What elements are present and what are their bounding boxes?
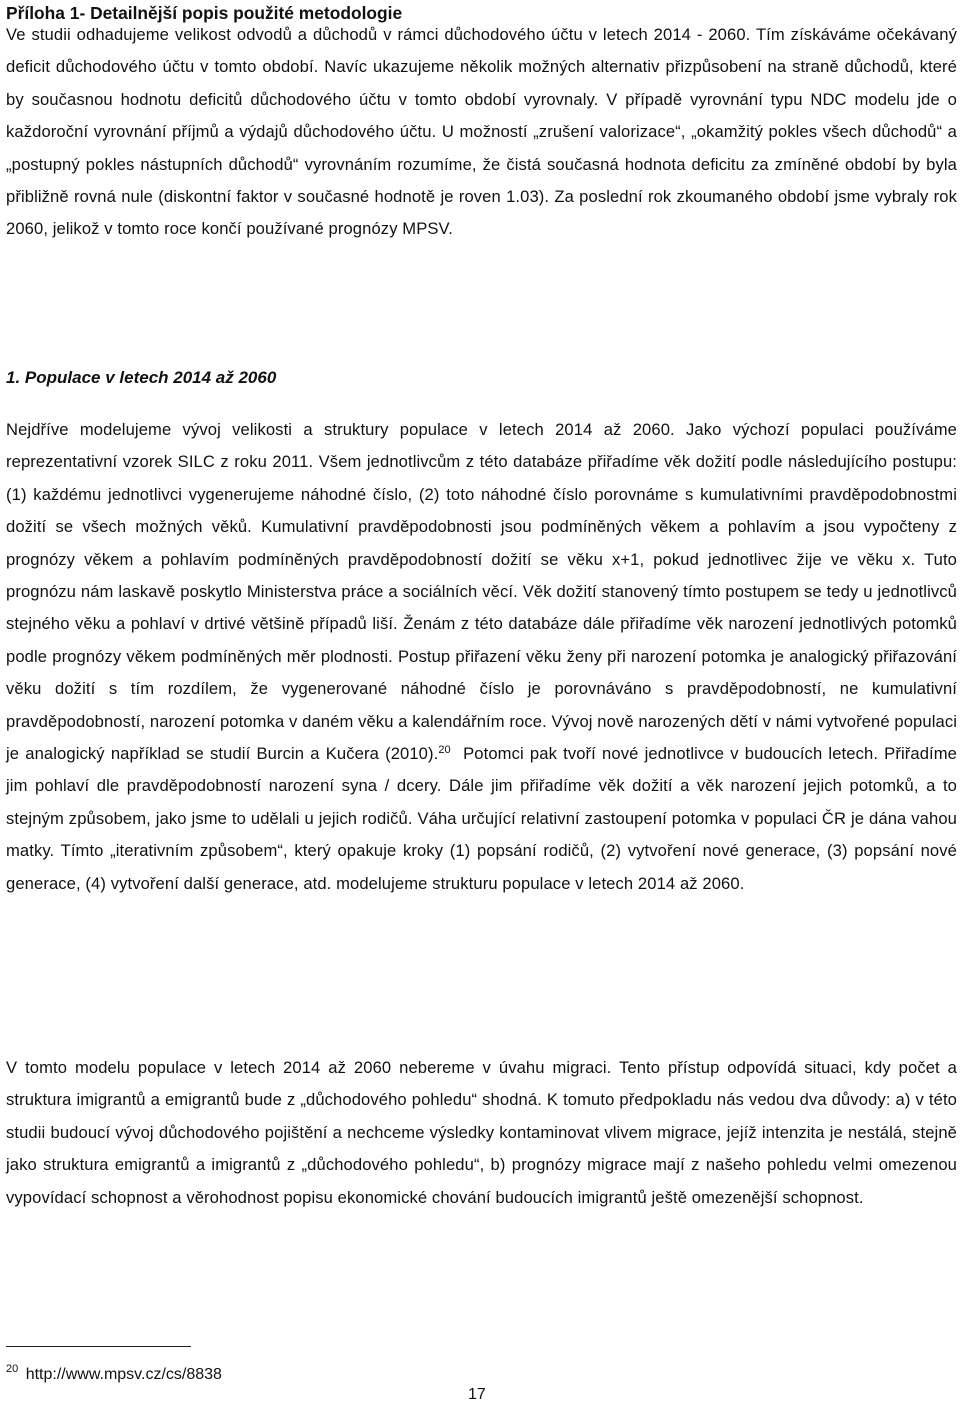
population-paragraph-part2: Potomci pak tvoří nové jednotlivce v budoucích letech. Přiřadíme jim pohlaví dle pravděpodobností narození syna / dcery. Dále jim přiřadíme věk dožití a věk narození jejich potomků, a to stejným způsobem, jako jsme to udělali u jejich rodičů. Váha určující relativní zastoupení potomka v populaci ČR je dána vahou matky. Tímto „iterativním způsobem“, který opakuje kroky (1) popsání rodičů, (2) vytvoření nové generace, (3) popsání nové generace, (4) vytvoření další generace, atd. modelujeme strukturu populace v letech 2014 až 2060.: [6, 744, 958, 893]
footnote-separator: [6, 1346, 191, 1347]
migration-paragraph: V tomto modelu populace v letech 2014 až 2060 nebereme v úvahu migraci. Tento přístup odpovídá situaci, kdy počet a struktura imigrantů a emigrantů bude z „důchodového pohledu“ shodná. K tomuto předpokladu nás vedou dva důvody: a) v této studii budoucí vývoj důchodového pojištění a nechceme výsledky kontaminovat vlivem migrace, jejíž intenzita je nestálá, stejně jako struktura emigrantů a imigrantů z „důchodového pohledu“, b) prognózy migrace mají z našeho pohledu velmi omezenou vypovídací schopnost a věrohodnost popisu ekonomické chování budoucích imigrantů ještě omezenější schopnost.: [6, 1058, 957, 1207]
appendix-heading: Příloha 1- Detailnější popis použité metodologie: [6, 3, 403, 23]
footnote-number: 20: [6, 1363, 19, 1375]
footnote-reference: 20: [438, 744, 451, 757]
section-title: [6, 365, 276, 391]
section-title-text: Populace v letech 2014 až 2060: [24, 368, 277, 387]
document-page: [6, 0, 957, 1408]
section-number: 1.: [6, 368, 21, 387]
page-number: 17: [468, 1386, 486, 1403]
intro-paragraph: Ve studii odhadujeme velikost odvodů a důchodů v rámci důchodového účtu v letech 2014 - 2060. Tím získáváme očekávaný deficit důchodového účtu v tomto období. Navíc ukazujeme několik možných alternativ přizpůsobení na straně důchodů, které by současnou hodnotu deficitů důchodového účtu v tomto období vyrovnaly. V případě vyrovnání typu NDC modelu jde o každoroční vyrovnání příjmů a výdajů důchodového účtu. U možností „zrušení valorizace“, „okamžitý pokles všech důchodů“ a „postupný pokles nástupních důchodů“ vyrovnáním rozumíme, že čistá současná hodnota deficitu za zmíněné období by byla přibližně rovná nule (diskontní faktor v současné hodnotě je roven 1.03). Za poslední rok zkoumaného období jsme vybraly rok 2060, jelikož v tomto roce končí používané prognózy MPSV.: [6, 25, 957, 239]
footnote-link[interactable]: http://www.mpsv.cz/cs/8838: [25, 1366, 222, 1383]
population-paragraph-part1: Nejdříve modelujeme vývoj velikosti a struktury populace v letech 2014 až 2060. Jako výchozí populaci používáme reprezentativní vzorek SILC z roku 2011. Všem jednotlivcům z této databáze přiřadíme věk dožití podle následujícího postupu: (1) každému jednotlivci vygenerujeme náhodné číslo, (2) toto náhodné číslo porovnáme s kumulativními pravděpodobnostmi dožití se všech možných věků. Kumulativní pravděpodobnosti jsou podmíněných věkem a pohlavím a jsou vypočteny z prognózy věkem a pohlavím podmíněných pravděpodobností dožití se věku x+1, pokud jednotlivec žije ve věku x. Tuto prognózu nám laskavě poskytlo Ministerstva práce a sociálních věcí. Věk dožití stanovený tímto postupem se tedy u jednotlivců stejného věku a pohlaví v drtivé většině případů liší. Ženám z této databáze dále přiřadíme věk narození jednotlivých potomků podle prognózy věkem podmíněných měr plodnosti. Postup přiřazení věku ženy při narození potomka je analogický přiřazování věku dožití s tím rozdílem, že vygenerované náhodné číslo je porovnáváno s pravděpodobností, ne kumulativní pravděpodobností, narození potomka v daném věku a kalendářním roce. Vývoj nově narozených dětí v námi vytvořené populaci je analogický například se studií Burcin a Kučera (2010).: [6, 420, 958, 764]
footnote: [6, 1356, 222, 1388]
population-paragraph: [6, 414, 957, 900]
